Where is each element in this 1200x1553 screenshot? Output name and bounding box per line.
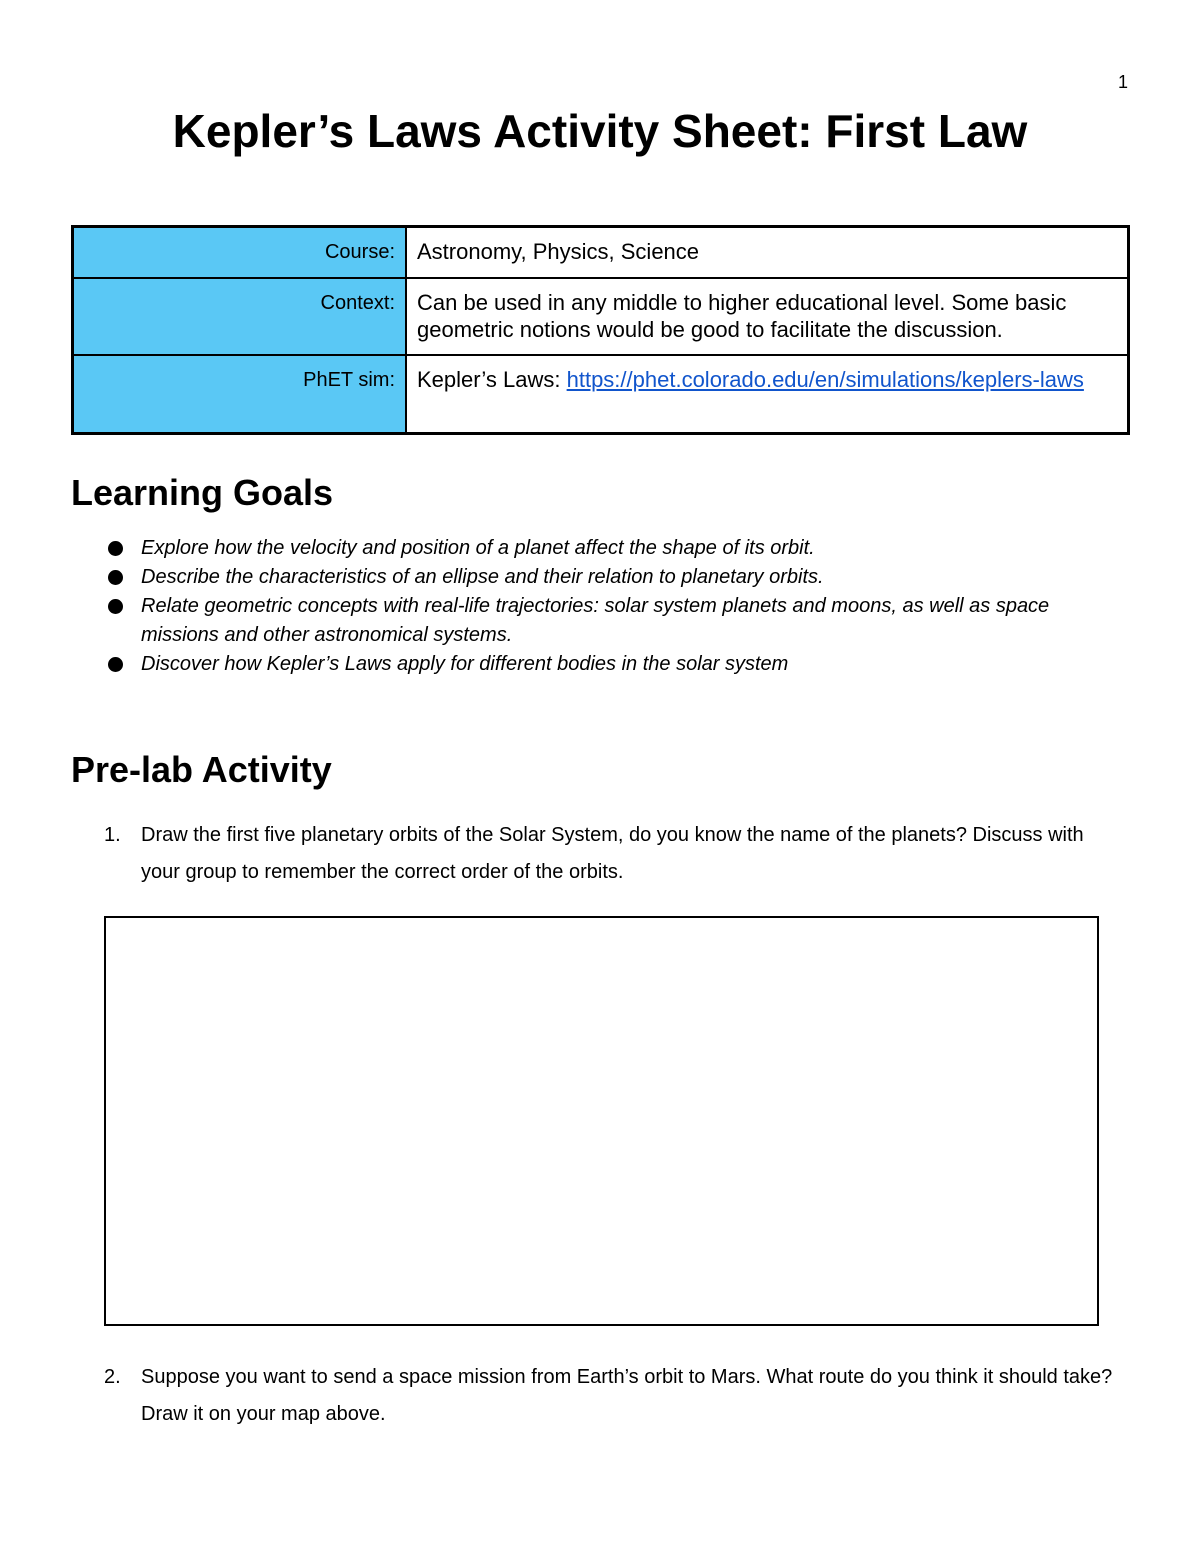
phet-sim-value (406, 355, 1129, 434)
question-number: 2. (104, 1366, 121, 1388)
bullet-icon (108, 570, 123, 585)
question-text: Suppose you want to send a space mission from Earth’s orbit to Mars. What route do you think it should take? Draw it on your map above. (141, 1366, 1113, 1425)
page-title: Kepler’s Laws Activity Sheet: First Law (172, 105, 1028, 157)
course-label: Course: (73, 227, 407, 279)
phet-sim-link[interactable]: https://phet.colorado.edu/en/simulations/keplers-laws (566, 367, 1084, 392)
context-value: Can be used in any middle to higher educational level. Some basic geometric notions would be good to facilitate the discussion. (406, 278, 1129, 355)
course-value: Astronomy, Physics, Science (406, 227, 1129, 279)
question-number: 1. (104, 824, 121, 846)
list-item (104, 650, 1114, 679)
bullet-icon (108, 599, 123, 614)
context-label: Context: (73, 278, 407, 355)
learning-goals-heading: Learning Goals (71, 472, 334, 513)
list-item (104, 563, 1114, 592)
bullet-icon (108, 541, 123, 556)
question-text: Draw the first five planetary orbits of the Solar System, do you know the name of the planets? Discuss with your group to remember the correct order of the orbits. (141, 824, 1084, 883)
list-item (104, 534, 1114, 563)
question-2 (104, 1359, 1124, 1433)
info-table (71, 225, 1130, 435)
table-row-phet-sim (73, 355, 1129, 434)
table-row-course (73, 227, 1129, 279)
prelab-heading: Pre-lab Activity (71, 749, 332, 790)
goal-text: Relate geometric concepts with real-life trajectories: solar system planets and moons, as well as space missions and other astronomical systems. (141, 595, 1050, 646)
phet-sim-label: PhET sim: (73, 355, 407, 434)
question-1 (104, 817, 1124, 891)
goal-text: Describe the characteristics of an ellipse and their relation to planetary orbits. (141, 566, 824, 588)
learning-goals-list (104, 534, 1114, 679)
goal-text: Discover how Kepler’s Laws apply for different bodies in the solar system (141, 653, 789, 675)
bullet-icon (108, 657, 123, 672)
phet-sim-prefix: Kepler’s Laws: (417, 367, 567, 392)
page-number: 1 (1118, 72, 1129, 92)
drawing-area[interactable] (104, 916, 1099, 1326)
goal-text: Explore how the velocity and position of a planet affect the shape of its orbit. (141, 537, 815, 559)
table-row-context (73, 278, 1129, 355)
list-item (104, 592, 1114, 650)
